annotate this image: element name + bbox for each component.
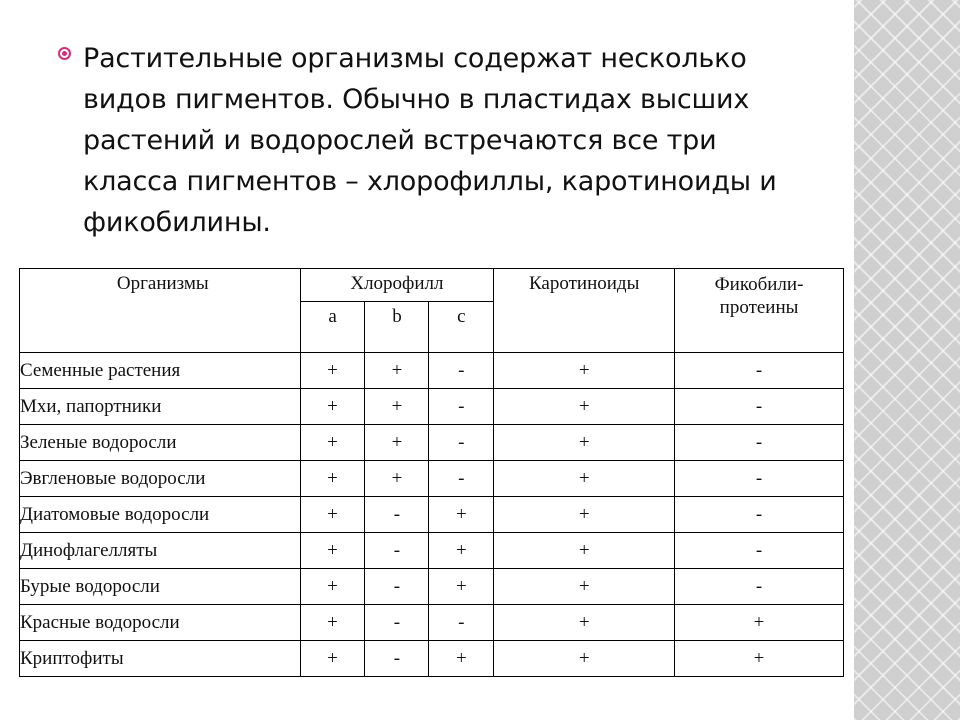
chlorophyll-a-cell: +	[300, 641, 365, 677]
pigments-table	[19, 268, 844, 677]
phycobiliproteins-cell: -	[675, 425, 844, 461]
chlorophyll-c-cell: -	[429, 461, 494, 497]
chlorophyll-a-cell: +	[300, 569, 365, 605]
chlorophyll-a-cell: +	[300, 497, 365, 533]
carotenoids-cell: +	[494, 497, 675, 533]
phycobiliproteins-cell: +	[675, 605, 844, 641]
chlorophyll-c-cell: +	[429, 641, 494, 677]
table-row	[20, 497, 844, 533]
chlorophyll-b-cell: -	[365, 497, 429, 533]
phycobiliproteins-cell: -	[675, 569, 844, 605]
phycobiliproteins-cell: -	[675, 461, 844, 497]
chlorophyll-c-cell: -	[429, 389, 494, 425]
organism-cell: Бурые водоросли	[20, 569, 301, 605]
chlorophyll-c-cell: +	[429, 497, 494, 533]
table-row	[20, 425, 844, 461]
chlorophyll-a-cell: +	[300, 605, 365, 641]
table-row	[20, 641, 844, 677]
organism-cell: Семенные растения	[20, 353, 301, 389]
carotenoids-cell: +	[494, 605, 675, 641]
header-chlorophyll-b: b	[365, 302, 429, 353]
table-row	[20, 353, 844, 389]
carotenoids-cell: +	[494, 353, 675, 389]
chlorophyll-b-cell: -	[365, 641, 429, 677]
header-phycobiliproteins: Фикобили-протеины	[675, 269, 844, 353]
side-pattern-panel	[854, 0, 960, 720]
phycobiliproteins-cell: -	[675, 497, 844, 533]
organism-cell: Криптофиты	[20, 641, 301, 677]
chlorophyll-c-cell: -	[429, 605, 494, 641]
carotenoids-cell: +	[494, 461, 675, 497]
organism-cell: Зеленые водоросли	[20, 425, 301, 461]
header-chlorophyll-c: c	[429, 302, 494, 353]
header-carotenoids: Каротиноиды	[494, 269, 675, 353]
organism-cell: Диатомовые водоросли	[20, 497, 301, 533]
carotenoids-cell: +	[494, 533, 675, 569]
chlorophyll-a-cell: +	[300, 353, 365, 389]
header-organisms: Организмы	[20, 269, 301, 353]
chlorophyll-a-cell: +	[300, 389, 365, 425]
chlorophyll-b-cell: +	[365, 389, 429, 425]
chlorophyll-b-cell: -	[365, 569, 429, 605]
chlorophyll-b-cell: -	[365, 533, 429, 569]
table-row	[20, 533, 844, 569]
carotenoids-cell: +	[494, 641, 675, 677]
chlorophyll-b-cell: -	[365, 605, 429, 641]
table-row	[20, 605, 844, 641]
header-chlorophyll-a: a	[300, 302, 365, 353]
chlorophyll-b-cell: +	[365, 353, 429, 389]
chlorophyll-c-cell: -	[429, 425, 494, 461]
chlorophyll-b-cell: +	[365, 461, 429, 497]
table-row	[20, 461, 844, 497]
bullet-circle-icon	[58, 47, 71, 60]
carotenoids-cell: +	[494, 389, 675, 425]
chlorophyll-b-cell: +	[365, 425, 429, 461]
organism-cell: Эвгленовые водоросли	[20, 461, 301, 497]
table-row	[20, 569, 844, 605]
carotenoids-cell: +	[494, 569, 675, 605]
chlorophyll-a-cell: +	[300, 533, 365, 569]
phycobiliproteins-cell: -	[675, 353, 844, 389]
phycobiliproteins-cell: -	[675, 533, 844, 569]
chlorophyll-a-cell: +	[300, 461, 365, 497]
carotenoids-cell: +	[494, 425, 675, 461]
chlorophyll-c-cell: +	[429, 533, 494, 569]
table-row	[20, 389, 844, 425]
chlorophyll-a-cell: +	[300, 425, 365, 461]
phycobiliproteins-cell: +	[675, 641, 844, 677]
organism-cell: Красные водоросли	[20, 605, 301, 641]
phycobiliproteins-cell: -	[675, 389, 844, 425]
chlorophyll-c-cell: -	[429, 353, 494, 389]
header-chlorophyll: Хлорофилл	[300, 269, 494, 302]
organism-cell: Динофлагелляты	[20, 533, 301, 569]
organism-cell: Мхи, папортники	[20, 389, 301, 425]
chlorophyll-c-cell: +	[429, 569, 494, 605]
table-body	[20, 353, 844, 677]
bullet-paragraph	[58, 38, 818, 243]
paragraph-text: Растительные организмы содержат несколько видов пигментов. Обычно в пластидах высших растений и водорослей встречаются все три класса пигментов – хлорофиллы, каротиноиды и фикобилины.	[83, 43, 777, 238]
